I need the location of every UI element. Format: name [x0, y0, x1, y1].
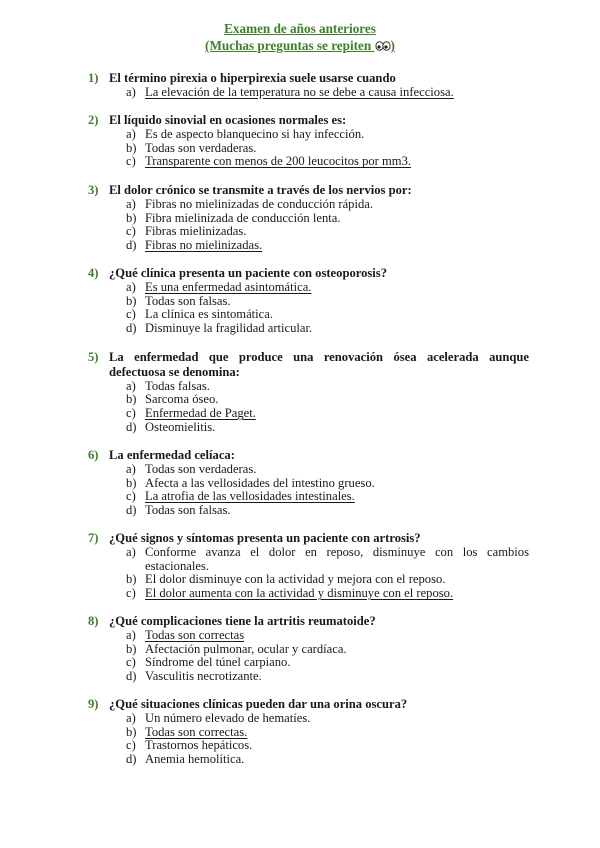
- option-letter: a): [126, 544, 136, 559]
- correct-answer-text: Transparente con menos de 200 leucocitos por mm3.: [145, 154, 412, 169]
- answer-option: [0, 656, 600, 670]
- correct-answer-text: Fibras no mielinizadas.: [145, 238, 263, 253]
- option-letter: c): [126, 655, 136, 670]
- option-letter: a): [126, 627, 136, 642]
- answer-option: [0, 463, 600, 477]
- question-number: 6): [88, 448, 99, 462]
- question-2: [0, 113, 600, 169]
- option-letter: b): [126, 392, 137, 407]
- answer-option: [0, 421, 600, 435]
- question-heading: [0, 614, 600, 629]
- eyes-emoji-icon: [375, 41, 391, 51]
- answer-option: [0, 546, 600, 574]
- option-letter: a): [126, 84, 136, 99]
- option-text: Es de aspecto blanquecino si hay infección.: [145, 126, 365, 141]
- option-text: Trastornos hepáticos.: [145, 738, 253, 753]
- answer-option: [0, 225, 600, 239]
- option-letter: c): [126, 307, 136, 322]
- option-text: [145, 407, 529, 421]
- answer-option: [0, 643, 600, 657]
- page-subtitle: [0, 38, 600, 54]
- answer-option: [0, 393, 600, 407]
- option-text: El dolor disminuye con la actividad y mejora con el reposo.: [145, 572, 446, 587]
- question-5: [0, 350, 600, 435]
- answer-option: [0, 629, 600, 643]
- question-number: 7): [88, 531, 99, 545]
- answer-option: [0, 573, 600, 587]
- option-letter: a): [126, 378, 136, 393]
- option-text: Afecta a las vellosidades del intestino grueso.: [145, 475, 375, 490]
- option-list: [0, 546, 600, 601]
- option-letter: c): [126, 154, 136, 169]
- question-text: El dolor crónico se transmite a través de los nervios por:: [109, 183, 412, 197]
- option-text: [145, 490, 529, 504]
- question-6: [0, 448, 600, 518]
- question-text: El líquido sinovial en ocasiones normales es:: [109, 113, 347, 127]
- option-letter: d): [126, 321, 137, 336]
- option-text: Fibras no mielinizadas de conducción rápida.: [145, 196, 374, 211]
- answer-option: [0, 587, 600, 601]
- question-3: [0, 183, 600, 253]
- answer-option: [0, 670, 600, 684]
- question-number: 4): [88, 266, 99, 280]
- question-7: [0, 531, 600, 601]
- correct-answer-text: La elevación de la temperatura no se debe a causa infecciosa.: [145, 84, 454, 99]
- answer-option: [0, 407, 600, 421]
- option-text: Todas falsas.: [145, 378, 210, 393]
- subtitle-end: ): [390, 38, 395, 53]
- option-text: Vasculitis necrotizante.: [145, 669, 262, 684]
- option-letter: a): [126, 279, 136, 294]
- option-letter: b): [126, 724, 137, 739]
- question-heading: [0, 697, 600, 712]
- option-list: [0, 128, 600, 169]
- option-text: [145, 281, 529, 295]
- answer-option: [0, 239, 600, 253]
- question-number: 5): [88, 350, 99, 364]
- correct-answer-text: La atrofia de las vellosidades intestinales.: [145, 489, 355, 504]
- question-heading: [0, 266, 600, 281]
- option-text: Todas son falsas.: [145, 503, 231, 518]
- option-text: Sarcoma óseo.: [145, 392, 219, 407]
- option-text: Conforme avanza el dolor en reposo, disminuye con los cambios estacionales.: [145, 544, 529, 573]
- option-text: [145, 86, 529, 100]
- option-list: [0, 712, 600, 767]
- question-text: ¿Qué complicaciones tiene la artritis reumatoide?: [109, 614, 376, 628]
- option-letter: b): [126, 475, 137, 490]
- option-text: Anemia hemolítica.: [145, 752, 245, 767]
- answer-option: [0, 504, 600, 518]
- answer-option: [0, 281, 600, 295]
- option-text: Todas son falsas.: [145, 293, 231, 308]
- answer-option: [0, 726, 600, 740]
- question-text: ¿Qué clínica presenta un paciente con osteoporosis?: [109, 266, 387, 280]
- question-text: ¿Qué situaciones clínicas pueden dar una orina oscura?: [109, 697, 408, 711]
- option-list: [0, 86, 600, 100]
- answer-option: [0, 295, 600, 309]
- option-list: [0, 629, 600, 684]
- answer-option: [0, 712, 600, 726]
- option-letter: d): [126, 238, 137, 253]
- correct-answer-text: Enfermedad de Paget.: [145, 406, 256, 421]
- question-8: [0, 614, 600, 684]
- correct-answer-text: Todas son correctas.: [145, 724, 248, 739]
- option-text: Fibra mielinizada de conducción lenta.: [145, 210, 341, 225]
- option-text: [145, 629, 529, 643]
- option-text: Osteomielitis.: [145, 419, 216, 434]
- option-text: Disminuye la fragilidad articular.: [145, 321, 313, 336]
- question-text: ¿Qué signos y síntomas presenta un paciente con artrosis?: [109, 531, 421, 545]
- option-letter: a): [126, 461, 136, 476]
- option-list: [0, 281, 600, 336]
- option-letter: b): [126, 641, 137, 656]
- question-text: La enfermedad que produce una renovación ósea acelerada aunque defectuosa se denomina:: [109, 350, 529, 379]
- correct-answer-text: Todas son correctas: [145, 627, 245, 642]
- option-letter: d): [126, 419, 137, 434]
- question-text: La enfermedad celíaca:: [109, 448, 235, 462]
- option-letter: d): [126, 503, 137, 518]
- option-text: [145, 587, 529, 601]
- option-text: Un número elevado de hematíes.: [145, 710, 311, 725]
- answer-option: [0, 490, 600, 504]
- answer-option: [0, 753, 600, 767]
- question-heading: [0, 531, 600, 546]
- option-list: [0, 463, 600, 518]
- option-text: Fibras mielinizadas.: [145, 224, 247, 239]
- answer-option: [0, 212, 600, 226]
- question-number: 8): [88, 614, 99, 628]
- option-text: La clínica es sintomática.: [145, 307, 273, 322]
- option-letter: b): [126, 210, 137, 225]
- question-heading: [0, 448, 600, 463]
- option-letter: a): [126, 710, 136, 725]
- option-text: [145, 155, 529, 169]
- answer-option: [0, 155, 600, 169]
- question-heading: [0, 113, 600, 128]
- correct-answer-text: Es una enfermedad asintomática.: [145, 279, 312, 294]
- question-heading: [0, 350, 600, 380]
- question-9: [0, 697, 600, 767]
- answer-option: [0, 142, 600, 156]
- answer-option: [0, 739, 600, 753]
- option-letter: d): [126, 669, 137, 684]
- page-title: Examen de años anteriores: [224, 21, 376, 36]
- answer-option: [0, 308, 600, 322]
- option-text: Afectación pulmonar, ocular y cardíaca.: [145, 641, 347, 656]
- question-4: [0, 266, 600, 336]
- option-list: [0, 198, 600, 253]
- question-1: [0, 71, 600, 100]
- option-letter: b): [126, 140, 137, 155]
- option-text: Síndrome del túnel carpiano.: [145, 655, 291, 670]
- option-text: Todas son verdaderas.: [145, 461, 257, 476]
- option-letter: a): [126, 196, 136, 211]
- option-text: [145, 239, 529, 253]
- option-letter: c): [126, 489, 136, 504]
- option-letter: b): [126, 293, 137, 308]
- option-letter: c): [126, 224, 136, 239]
- answer-option: [0, 128, 600, 142]
- option-text: [145, 726, 529, 740]
- option-letter: d): [126, 752, 137, 767]
- subtitle-text: (Muchas preguntas se repiten: [205, 38, 372, 53]
- question-number: 9): [88, 697, 99, 711]
- answer-option: [0, 477, 600, 491]
- question-number: 1): [88, 71, 99, 85]
- answer-option: [0, 322, 600, 336]
- option-letter: c): [126, 738, 136, 753]
- correct-answer-text: El dolor aumenta con la actividad y disminuye con el reposo.: [145, 586, 454, 601]
- question-heading: [0, 71, 600, 86]
- answer-option: [0, 380, 600, 394]
- question-text: El término pirexia o hiperpirexia suele usarse cuando: [109, 71, 396, 85]
- answer-option: [0, 86, 600, 100]
- option-text: Todas son verdaderas.: [145, 140, 257, 155]
- question-heading: [0, 183, 600, 198]
- question-number: 2): [88, 113, 99, 127]
- option-letter: b): [126, 572, 137, 587]
- answer-option: [0, 198, 600, 212]
- option-letter: c): [126, 406, 136, 421]
- option-list: [0, 380, 600, 435]
- option-letter: a): [126, 126, 136, 141]
- option-letter: c): [126, 586, 136, 601]
- question-number: 3): [88, 183, 99, 197]
